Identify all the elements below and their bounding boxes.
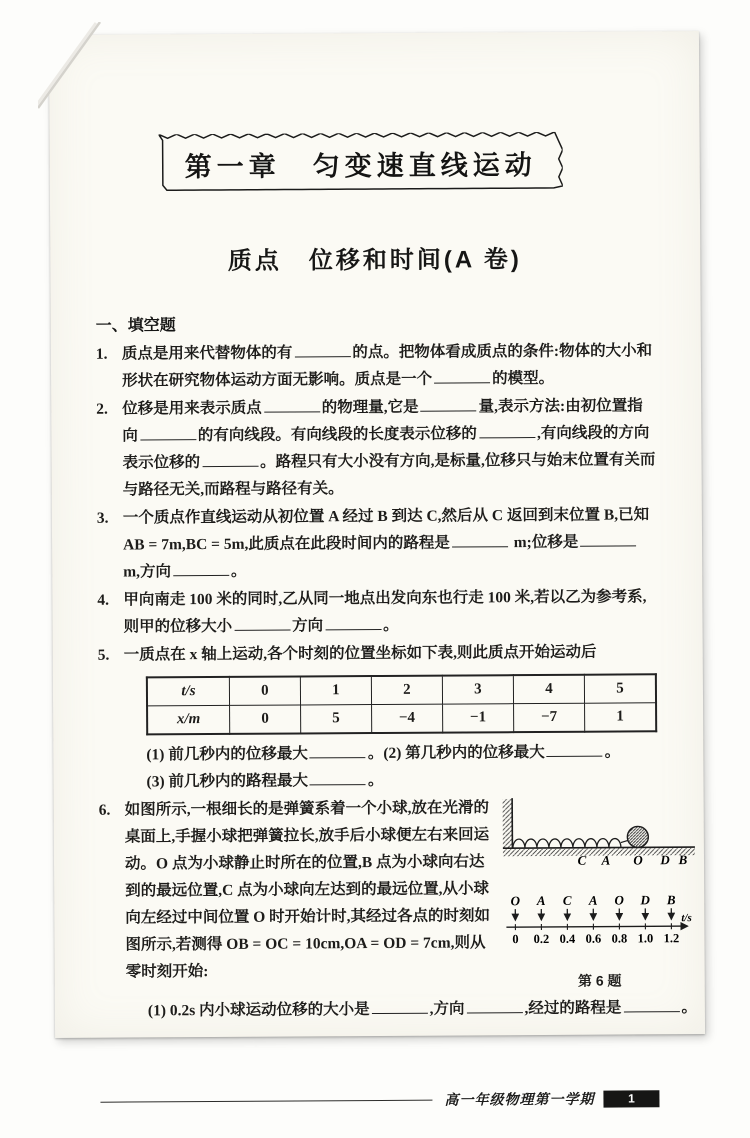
blank-field [547, 743, 603, 757]
table-cell: x/m [147, 705, 230, 734]
footer-rule [100, 1099, 432, 1102]
table-cell: 1 [585, 703, 657, 732]
table-cell: −4 [371, 704, 442, 733]
down-arrows [515, 908, 671, 920]
table-cell: −7 [514, 703, 585, 732]
sub-question: (1) 前几秒内的位移最大 。(2) 第几秒内的位移最大 。 [146, 738, 657, 768]
question-text: 位移是用来表示质点 的物理量,它是 量,表示方法:由初位置指向 的有向线段。有向线段的长度表示位移的 ,有向线段的方向表示位移的 。路程只有大小没有方向,是标量,位移只与始末位置有关而与路径无关,而路程与路径有关。 [122, 392, 656, 503]
blank-field [466, 999, 522, 1013]
blank-field [372, 1000, 428, 1014]
question-number: 6. [99, 797, 126, 1025]
timeline-letter: C [563, 893, 572, 908]
position-label: A [601, 853, 611, 868]
time-tick: 0.8 [612, 931, 628, 945]
spring-coil [513, 839, 621, 849]
question-text: 质点是用来代替物体的有 的点。把物体看成质点的条件:物体的大小和形状在研究物体运动方面无影响。质点是一个 的模型。 [122, 337, 655, 394]
timeline-diagram [501, 892, 697, 955]
blank-field [140, 426, 196, 440]
position-label: O [633, 852, 643, 867]
blank-field [434, 369, 490, 383]
position-label: D [659, 852, 670, 867]
figure-caption: 第 6 题 [502, 967, 698, 995]
table-cell: 3 [442, 675, 513, 704]
position-label: B [678, 852, 688, 867]
time-tick: 0.2 [534, 932, 550, 946]
chapter-title: 第一章 匀变速直线运动 [185, 143, 537, 184]
question-body [125, 793, 698, 1024]
sub-question: (3) 前几秒内的路程最大 。 [146, 765, 657, 795]
spring-ball-diagram [501, 795, 698, 884]
time-tick: 1.0 [638, 931, 654, 945]
question-number: 5. [98, 642, 125, 796]
timeline-letter: A [536, 893, 546, 908]
question-2 [96, 392, 656, 503]
table-cell: 2 [371, 676, 442, 705]
blank-field [234, 617, 290, 631]
question-5 [98, 638, 658, 795]
page-number-badge: 1 [603, 1090, 659, 1107]
time-tick: 1.2 [664, 931, 680, 945]
time-tick: 0.6 [586, 932, 602, 946]
question-number: 2. [96, 396, 123, 504]
position-label: C [578, 853, 587, 868]
sub-question: (1) 0.2s 内小球运动位移的大小是 ,方向 ,经过的路程是 。 [148, 994, 698, 1024]
page-footer [100, 1088, 659, 1111]
timeline-letter: O [614, 892, 624, 907]
timeline-letter: A [588, 893, 598, 908]
blank-field [310, 744, 366, 758]
chapter-banner [159, 132, 563, 194]
ball [627, 826, 648, 847]
figure-question-6 [497, 793, 698, 995]
table-cell: 4 [513, 675, 584, 704]
page-content [50, 131, 706, 1138]
question-1 [96, 337, 655, 394]
time-tick: 0.4 [560, 932, 576, 946]
table-cell: 1 [300, 676, 371, 705]
question-number: 4. [97, 587, 123, 641]
blank-field [623, 998, 679, 1012]
spring-ball-link [621, 840, 628, 842]
table-row [147, 674, 656, 706]
section-heading: 一、填空题 [96, 309, 655, 335]
question-number: 3. [97, 505, 123, 586]
table-cell: 5 [584, 674, 656, 703]
table-cell: 0 [230, 705, 301, 734]
time-axis [506, 926, 687, 927]
table-cell: −1 [442, 704, 513, 733]
question-body [124, 638, 658, 795]
timeline-letter: D [639, 892, 650, 907]
table-cell: t/s [147, 677, 230, 706]
footer-text: 高一年级物理第一学期 [444, 1089, 594, 1110]
timeline-letter: O [510, 893, 520, 908]
question-text: 甲向南走 100 米的同时,乙从同一地点出发向东也行走 100 米,若以乙为参考系,则甲的位移大小 方向 。 [123, 583, 656, 640]
question-number: 1. [96, 341, 122, 395]
blank-field [325, 616, 381, 630]
question-text: 如图所示,一根细长的是弹簧系着一个小球,放在光滑的桌面上,手握小球把弹簧拉长,放手后小球便左右来回运动。O 点为小球静止时所在的位置,B 点为小球向右达到的最远位置,C 点为小球向左达到的最远位置,从小球向左经过中间位置 O 时开始计时,其经过各点的时刻如图所示,若测得 OB = OC = 10cm,OA = OD = 7cm,则从零时刻开始: [125, 794, 498, 997]
blank-field [452, 533, 508, 547]
blank-field [310, 771, 366, 785]
blank-field [421, 397, 477, 411]
table-row [147, 703, 656, 735]
blank-field [580, 532, 636, 546]
blank-field [479, 424, 535, 438]
wall-hatching [503, 799, 512, 848]
question-text: 一质点在 x 轴上运动,各个时刻的位置坐标如下表,则此质点开始运动后 [124, 638, 657, 668]
blank-field [173, 562, 229, 576]
table-cell: 5 [300, 705, 371, 734]
question-6 [99, 793, 659, 1024]
question-3 [97, 501, 656, 585]
position-time-table [146, 673, 657, 735]
book-page [49, 31, 705, 1038]
question-text: 一个质点作直线运动从初位置 A 经过 B 到达 C,然后从 C 返回到末位置 B,已知 AB = 7m,BC = 5m,此质点在此段时间内的路程是 m;位移是 m,方向 。 [123, 501, 656, 585]
blank-field [264, 398, 320, 412]
axis-label: t/s [681, 912, 691, 924]
question-4 [97, 583, 656, 640]
blank-field [202, 453, 258, 467]
question-list [96, 337, 659, 1024]
blank-field [294, 343, 350, 357]
exam-title: 质点 位移和时间(A 卷) [95, 238, 654, 276]
table-cell: 0 [229, 676, 300, 705]
time-tick: 0 [512, 932, 518, 946]
ground-line [503, 847, 695, 848]
timeline-letter: B [666, 892, 676, 907]
